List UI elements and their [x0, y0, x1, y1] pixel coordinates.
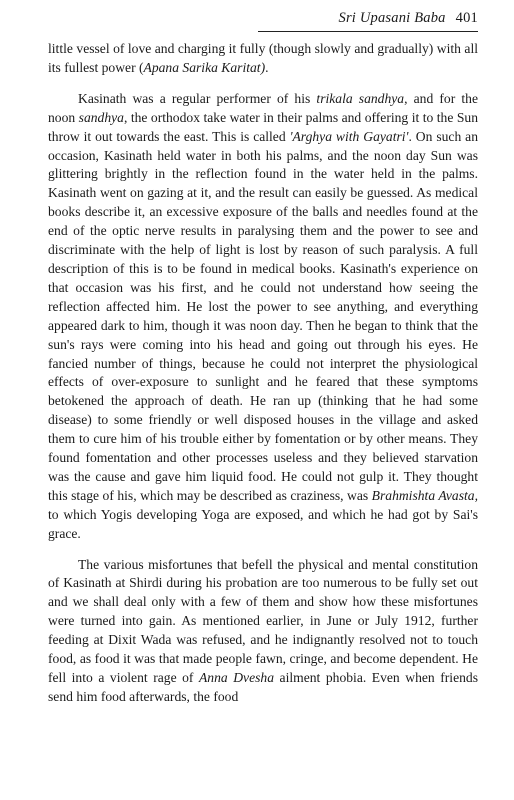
italic-term: sandhya — [78, 109, 124, 125]
text-run: The various misfortunes that befell the physical and mental constitution of Kasinath at Shirdi during his probation are too numerous to be fully set out and we shall deal only with a few of them and show how these misfortunes were turned into gain. As mentioned earlier, in June or July 1912, further feeding at Dixit Wada was refused, and he indignantly resolved not to touch food, as food it was that made people fawn, cringe, and become dependent. He fell into a violent rage of — [48, 556, 478, 685]
italic-term: Anna Dvesha — [199, 670, 275, 685]
running-header — [339, 10, 478, 27]
paragraph — [48, 90, 478, 544]
text-run: ailment phobia. Even when friends send him food afterwards, the food — [48, 670, 478, 704]
header-rule — [258, 31, 478, 32]
page-number: 401 — [455, 10, 478, 26]
text-run: , the orthodox take water in their palms and offering it to the Sun throw it out towards the east. This is called — [48, 109, 478, 144]
body-text — [48, 40, 478, 707]
italic-term: Brahmishta Avasta, — [371, 487, 478, 503]
text-run: , and for the noon — [48, 90, 478, 125]
text-run: little vessel of love and charging it fully (though slowly and gradually) with all its fullest power ( — [48, 41, 478, 75]
text-run: . On such an occasion, Kasinath held water in both his palms, and the noon day Sun was glittering brightly in the reflection found in the water held in the palms. Kasinath went on gazing at it, and the result can easily be guessed. As medical books describe it, an excessive exposure of the balls and needles found at the end of the optic nerve results in paralysing them and the power to see and discriminate with the help of light is lost by reason of such paralysis. A full description of this is to be found in medical books. Kasinath's experience on that occasion was his first, and he could not understand how seeing the reflection affected him. He lost the power to see anything, and everything appeared dark to him, though it was noon day. Then he began to think that the sun's rays were coming into his head and going out through his eyes. He fancied number of things, because he could not interpret the physiological effects of over-exposure to sunlight and he feared that these symptoms betokened the approach of death. He ran up (thinking that he had some disease) to some friendly or well disposed houses in the village and asked them to cure him of his trouble either by fomentation or by other means. They found fomentation and other processes useless and they believed starvation was the cause and gave him liquid food. He could not gulp it. They thought this stage of his, which may be described as craziness, was — [48, 128, 478, 503]
running-title: Sri Upasani Baba — [338, 10, 446, 26]
paragraph — [48, 556, 478, 707]
italic-term: trikala sandhya — [316, 90, 405, 106]
text-run: to which Yogis developing Yoga are exposed, and which he had got by Sai's grace. — [48, 506, 478, 541]
paragraph — [48, 40, 478, 78]
text-run: Kasinath was a regular performer of his — [78, 90, 317, 106]
italic-term: 'Arghya with Gayatri' — [289, 128, 409, 144]
italic-term: Apana Sarika Karitat) — [143, 59, 266, 75]
text-run: . — [265, 59, 269, 75]
